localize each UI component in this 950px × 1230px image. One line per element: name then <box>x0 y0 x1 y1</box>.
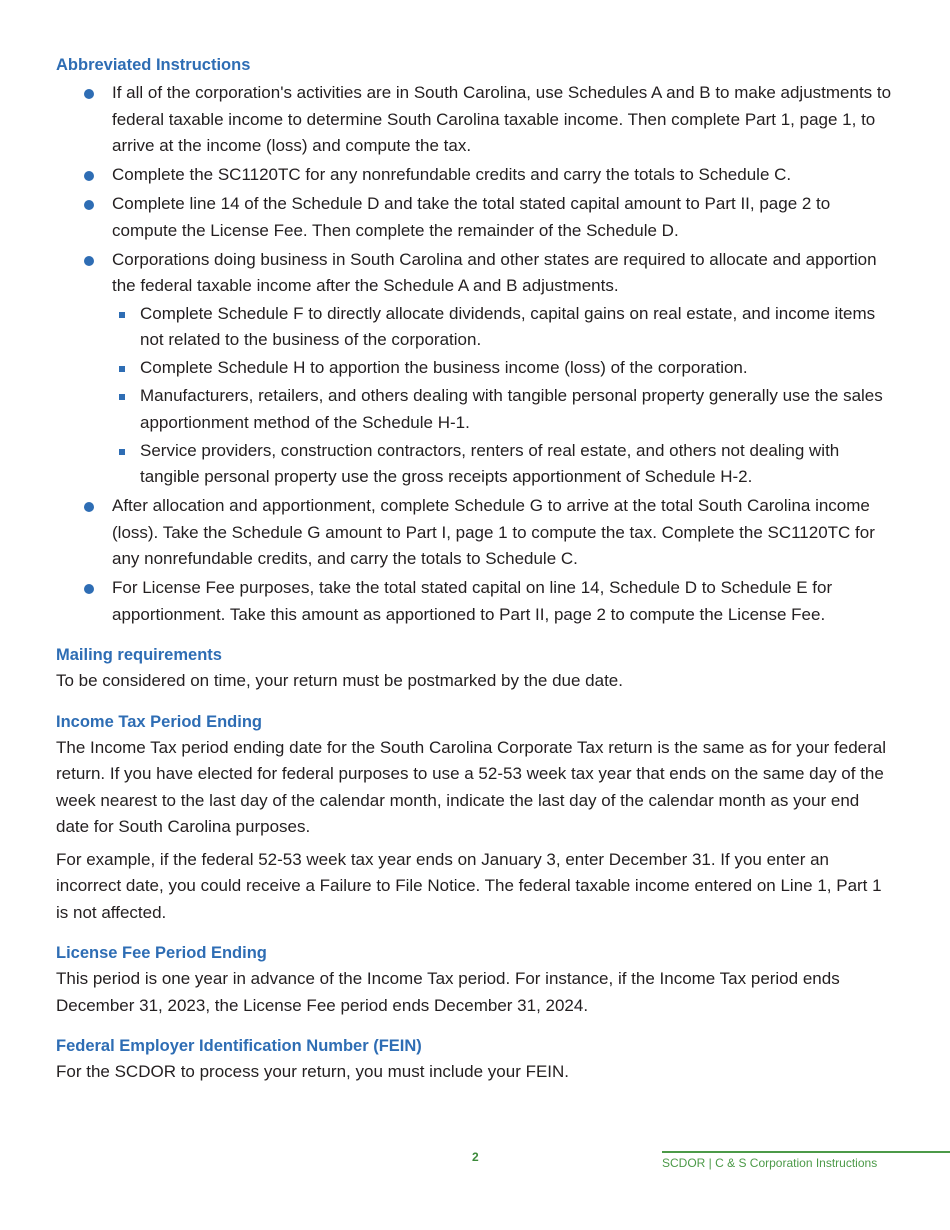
fein-heading: Federal Employer Identification Number (FEIN) <box>56 1037 422 1055</box>
list-item: Complete the SC1120TC for any nonrefundable credits and carry the totals to Schedule C. <box>56 162 896 189</box>
sub-list-item: Complete Schedule F to directly allocate dividends, capital gains on real estate, and income items not related to the business of the corporation. <box>112 301 896 354</box>
footer-divider <box>662 1151 950 1153</box>
list-item: For License Fee purposes, take the total stated capital on line 14, Schedule D to Schedule E for apportionment. Take this amount as apportioned to Part II, page 2 to compute the License Fee. <box>56 575 896 628</box>
bullet-dot-icon <box>84 171 94 181</box>
mailing-requirements-text: To be considered on time, your return must be postmarked by the due date. <box>56 671 623 690</box>
square-bullet-icon <box>119 366 125 372</box>
fein-section <box>56 1033 896 1086</box>
list-item: After allocation and apportionment, complete Schedule G to arrive at the total South Carolina income (loss). Take the Schedule G amount to Part I, page 1 to compute the tax. Complete the SC1120TC for any nonrefundable credits, and carry the totals to Schedule C. <box>56 493 896 573</box>
abbreviated-instructions-heading: Abbreviated Instructions <box>56 56 251 74</box>
apportionment-sublist <box>112 301 896 491</box>
bullet-dot-icon <box>84 200 94 210</box>
footer-document-title: SCDOR | C & S Corporation Instructions <box>662 1156 878 1170</box>
mailing-requirements-section <box>56 642 896 695</box>
income-tax-period-paragraph-2: For example, if the federal 52-53 week tax year ends on January 3, enter December 31. If you enter an incorrect date, you could receive a Failure to File Notice. The federal taxable income entered on Line 1, Part 1 is not affected. <box>56 849 882 922</box>
fein-text: For the SCDOR to process your return, you must include your FEIN. <box>56 1062 570 1081</box>
list-item: Complete line 14 of the Schedule D and take the total stated capital amount to Part II, page 2 to compute the License Fee. Then complete the remainder of the Schedule D. <box>56 191 896 244</box>
sub-list-item: Manufacturers, retailers, and others dealing with tangible personal property generally use the sales apportionment method of the Schedule H-1. <box>112 383 896 436</box>
bullet-dot-icon <box>84 584 94 594</box>
square-bullet-icon <box>119 449 125 455</box>
income-tax-period-heading: Income Tax Period Ending <box>56 712 262 731</box>
sub-list-item: Complete Schedule H to apportion the business income (loss) of the corporation. <box>112 355 896 382</box>
abbreviated-instructions-section <box>56 52 896 628</box>
license-fee-period-section <box>56 940 896 1019</box>
mailing-requirements-heading: Mailing requirements <box>56 646 222 664</box>
income-tax-period-section <box>56 709 896 927</box>
square-bullet-icon <box>119 394 125 400</box>
list-item: Corporations doing business in South Carolina and other states are required to allocate and apportion the federal taxable income after the Schedule A and B adjustments. Complete Schedule F to directly allocate dividends, capital gains on real estate, and income items not related to the business of the corporation. Complete Schedule H to apportion the business income (loss) of the corporation. Manufacturers, retailers, and others dealing with tangible personal property generally use the sales apportionment method of the Schedule H-1. Service providers, construction contractors, renters of real estate, and others not dealing with tangible personal property use the gross receipts apportionment of Schedule H-2. <box>56 247 896 491</box>
list-item: If all of the corporation's activities are in South Carolina, use Schedules A and B to make adjustments to federal taxable income to determine South Carolina taxable income. Then complete Part 1, page 1, to arrive at the income (loss) and compute the tax. <box>56 80 896 160</box>
bullet-dot-icon <box>84 256 94 266</box>
license-fee-period-text: This period is one year in advance of the Income Tax period. For instance, if the Income Tax period ends December 31, 2023, the License Fee period ends December 31, 2024. <box>56 969 840 1015</box>
income-tax-period-paragraph-1: The Income Tax period ending date for the South Carolina Corporate Tax return is the same as for your federal return. If you have elected for federal purposes to use a 52-53 week tax year that ends on the same day of the week nearest to the last day of the calendar month, indicate the last day of the calendar month as your end date for South Carolina purposes. <box>56 737 887 836</box>
abbreviated-instructions-list <box>56 80 896 628</box>
bullet-dot-icon <box>84 89 94 99</box>
license-fee-period-heading: License Fee Period Ending <box>56 944 267 962</box>
page-content <box>56 52 896 1086</box>
page-number: 2 <box>472 1150 479 1164</box>
bullet-dot-icon <box>84 502 94 512</box>
sub-list-item: Service providers, construction contractors, renters of real estate, and others not dealing with tangible personal property use the gross receipts apportionment of Schedule H-2. <box>112 438 896 491</box>
square-bullet-icon <box>119 312 125 318</box>
